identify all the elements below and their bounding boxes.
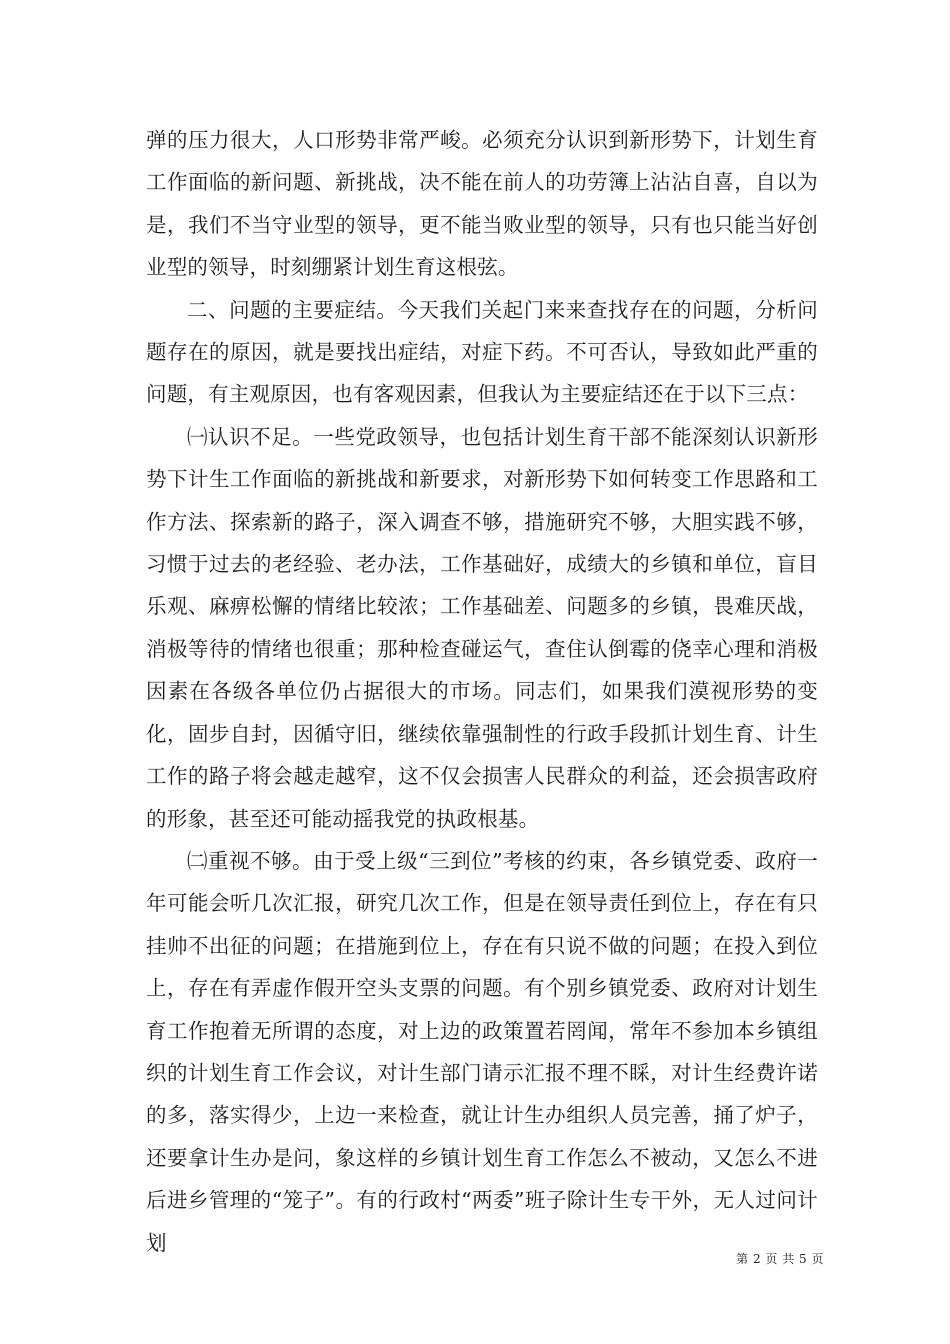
page-footer <box>736 1250 824 1267</box>
paragraph-point-two: ㈡重视不够。由于受上级“三到位”考核的约束，各乡镇党委、政府一年可能会听几次汇报，研究几次工作，但是在领导责任到位上，存在有只挂帅不出征的问题；在措施到位上，存在有只说不做的问题；在投入到位上，存在有弄虚作假开空头支票的问题。有个别乡镇党委、政府对计划生育工作抱着无所谓的态度，对上边的政策置若罔闻，常年不参加本乡镇组织的计划生育工作会议，对计生部门请示汇报不理不睬，对计生经费许诺的多，落实得少，上边一来检查，就让计生办组织人员完善，捅了炉子，还要拿计生办是问，象这样的乡镇计划生育工作怎么不被动，又怎么不进后进乡管理的“笼子”。有的行政村“两委”班子除计生专干外，无人过问计划 <box>146 848 818 1255</box>
paragraph-continuation: 弹的压力很大，人口形势非常严峻。必须充分认识到新形势下，计划生育工作面临的新问题、新挑战，决不能在前人的功劳簿上沾沾自喜，自以为是，我们不当守业型的领导，更不能当败业型的领导，只有也只能当好创业型的领导，时刻绷紧计划生育这根弦。 <box>146 128 818 280</box>
page-number-label: 第 2 页 共 5 页 <box>736 1252 824 1266</box>
paragraph-point-one: ㈠认识不足。一些党政领导，也包括计划生育干部不能深刻认识新形势下计生工作面临的新挑战和新要求，对新形势下如何转变工作思路和工作方法、探索新的路子，深入调查不够，措施研究不够，大胆实践不够，习惯于过去的老经验、老办法，工作基础好，成绩大的乡镇和单位，盲目乐观、麻痹松懈的情绪比较浓；工作基础差、问题多的乡镇，畏难厌战，消极等待的情绪也很重；那种检查碰运气，查住认倒霉的侥幸心理和消极因素在各级各单位仍占据很大的市场。同志们，如果我们漠视形势的变化，固步自封，因循守旧，继续依靠强制性的行政手段抓计划生育、计生工作的路子将会越走越窄，这不仅会损害人民群众的利益，还会损害政府的形象，甚至还可能动摇我党的执政根基。 <box>146 424 818 831</box>
body-text <box>146 119 818 1264</box>
paragraph-section-two: 二、问题的主要症结。今天我们关起门来来查找存在的问题，分析问题存在的原因，就是要找出症结，对症下药。不可否认，导致如此严重的问题，有主观原因，也有客观因素，但我认为主要症结还在于以下三点： <box>146 297 818 407</box>
